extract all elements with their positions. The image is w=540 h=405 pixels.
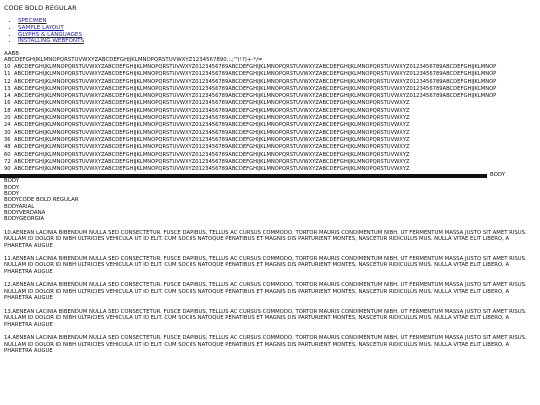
size-sample: ABCDEFGHIJKLMNOPQRSTUVWXYZABCDEFGHIJKLMNOPQRSTUVWXYZ0123456789ABCDEFGHIJKLMNOPQRSTUVWXYZABCDEFGHIJKLMNOPQRSTUVWXYZ0123456789ABCDEFGHIJKLMNOP [14,63,497,70]
black-bar [0,174,487,178]
size-sample: ABCDEFGHIJKLMNOPQRSTUVWXYZABCDEFGHIJKLMNOPQRSTUVWXYZ0123456789ABCDEFGHIJKLMNOPQRSTUVWXYZABCDEFGHIJKLMNOPQRSTUVWXYZ [14,115,410,122]
size-sample: ABCDEFGHIJKLMNOPQRSTUVWXYZABCDEFGHIJKLMNOPQRSTUVWXYZ0123456789ABCDEFGHIJKLMNOPQRSTUVWXYZABCDEFGHIJKLMNOPQRSTUVWXYZ0123456789ABCDEFGHIJKLMNOP [14,78,497,85]
size-number: 18 [4,107,11,114]
nav-link-sample-layout[interactable]: SAMPLE LAYOUT [18,24,64,31]
nav-link-specimen[interactable]: SPECIMEN [18,18,47,24]
size-sample: ABCDEFGHIJKLMNOPQRSTUVWXYZABCDEFGHIJKLMNOPQRSTUVWXYZ0123456789ABCDEFGHIJKLMNOPQRSTUVWXYZABCDEFGHIJKLMNOPQRSTUVWXYZ [14,100,410,107]
nav-link-installing-webfonts[interactable]: INSTALLING WEBFONTS [18,38,85,45]
body-line: BODYARIAL [4,203,35,210]
character-set: ABCDEFGHIJKLMNOPQRSTUVWXYZABCDEFGHIJKLMNOPQRSTUVWXYZ1234567890.:,;'"(!?)+-*/= [4,57,263,64]
aabb-sample: AABB [4,51,19,58]
nav-item-specimen [18,18,540,25]
size-row [4,64,540,71]
body-line: BODYGEORGIA [4,216,45,223]
size-sample: ABCDEFGHIJKLMNOPQRSTUVWXYZABCDEFGHIJKLMNOPQRSTUVWXYZ0123456789ABCDEFGHIJKLMNOPQRSTUVWXYZABCDEFGHIJKLMNOPQRSTUVWXYZ0123456789ABCDEFGHIJKLMNOP [14,85,497,92]
size-row [4,137,540,144]
size-row [4,108,540,115]
page-title: CODE BOLD REGULAR [4,4,77,12]
specimen-nav [4,18,540,45]
body-line: BODY [4,184,19,191]
size-sample: ABCDEFGHIJKLMNOPQRSTUVWXYZABCDEFGHIJKLMNOPQRSTUVWXYZ0123456789ABCDEFGHIJKLMNOPQRSTUVWXYZABCDEFGHIJKLMNOPQRSTUVWXYZ [14,151,410,158]
body-line: BODYVERDANA [4,209,46,216]
size-sample: ABCDEFGHIJKLMNOPQRSTUVWXYZABCDEFGHIJKLMNOPQRSTUVWXYZ0123456789ABCDEFGHIJKLMNOPQRSTUVWXYZABCDEFGHIJKLMNOPQRSTUVWXYZ [14,122,410,129]
size-sample: ABCDEFGHIJKLMNOPQRSTUVWXYZABCDEFGHIJKLMNOPQRSTUVWXYZ0123456789ABCDEFGHIJKLMNOPQRSTUVWXYZABCDEFGHIJKLMNOPQRSTUVWXYZ [14,144,410,151]
body-line: BODY [4,191,19,198]
size-row [4,115,540,122]
size-row [4,71,540,78]
paragraph-sample: 10.AENEAN LACINIA BIBENDUM NULLA SED CONSECTETUR. FUSCE DAPIBUS, TELLUS AC CURSUS COMMODO, TORTOR MAURIS CONDIMENTUM NIBH, UT FERMENTUM MASSA JUSTO SIT AMET RISUS. NULLAM ID DOLOR ID NIBH ULTRICIES VEHICULA UT ID ELIT. CUM SOCIIS NATOQUE PENATIBUS ET MAGNIS DIS PARTURIENT MONTES, NASCETUR RIDICULUS MUS. NULLA VITAE ELIT LIBERO, A PHARETRA AUGUE [4,229,527,249]
paragraph-sample: 11.AENEAN LACINIA BIBENDUM NULLA SED CONSECTETUR. FUSCE DAPIBUS, TELLUS AC CURSUS COMMODO, TORTOR MAURIS CONDIMENTUM NIBH, UT FERMENTUM MASSA JUSTO SIT AMET RISUS. NULLAM ID DOLOR ID NIBH ULTRICIES VEHICULA UT ID ELIT. CUM SOCIIS NATOQUE PENATIBUS ET MAGNIS DIS PARTURIENT MONTES, NASCETUR RIDICULUS MUS. NULLA VITAE ELIT LIBERO, A PHARETRA AUGUE [4,255,527,276]
size-row [4,100,540,107]
size-number: 30 [4,129,11,136]
nav-item-installing-webfonts [18,38,540,45]
black-rule [4,174,540,178]
nav-link-glyphs-languages[interactable]: GLYPHS & LANGUAGES [18,31,83,38]
specimen-page [4,4,540,361]
size-waterfall [4,64,540,173]
size-row [4,122,540,129]
size-row [4,166,540,173]
paragraph-samples [4,230,540,355]
paragraph-sample: 14.AENEAN LACINIA BIBENDUM NULLA SED CONSECTETUR. FUSCE DAPIBUS, TELLUS AC CURSUS COMMODO, TORTOR MAURIS CONDIMENTUM NIBH, UT FERMENTUM MASSA JUSTO SIT AMET RISUS. NULLAM ID DOLOR ID NIBH ULTRICIES VEHICULA UT ID ELIT. CUM SOCIIS NATOQUE PENATIBUS ET MAGNIS DIS PARTURIENT MONTES, NASCETUR RIDICULUS MUS. NULLA VITAE ELIT LIBERO, A PHARETRA AUGUE [4,335,527,355]
size-sample: ABCDEFGHIJKLMNOPQRSTUVWXYZABCDEFGHIJKLMNOPQRSTUVWXYZ0123456789ABCDEFGHIJKLMNOPQRSTUVWXYZABCDEFGHIJKLMNOPQRSTUVWXYZ [14,129,410,136]
size-number: 16 [4,100,11,107]
size-number: 24 [4,122,11,129]
size-number: 36 [4,136,11,143]
size-number: 13 [4,85,11,92]
size-sample: ABCDEFGHIJKLMNOPQRSTUVWXYZABCDEFGHIJKLMNOPQRSTUVWXYZ0123456789ABCDEFGHIJKLMNOPQRSTUVWXYZABCDEFGHIJKLMNOPQRSTUVWXYZ0123456789ABCDEFGHIJKLMNOP [14,71,497,78]
size-sample: ABCDEFGHIJKLMNOPQRSTUVWXYZABCDEFGHIJKLMNOPQRSTUVWXYZ0123456789ABCDEFGHIJKLMNOPQRSTUVWXYZABCDEFGHIJKLMNOPQRSTUVWXYZ [14,136,410,143]
size-number: 48 [4,144,11,151]
size-number: 10 [4,63,11,70]
size-row [4,79,540,86]
size-number: 11 [4,71,11,78]
nav-item-glyphs-languages [18,32,540,39]
size-row [4,93,540,100]
paragraph-sample: 12.AENEAN LACINIA BIBENDUM NULLA SED CONSECTETUR. FUSCE DAPIBUS, TELLUS AC CURSUS COMMODO, TORTOR MAURIS CONDIMENTUM NIBH, UT FERMENTUM MASSA JUSTO SIT AMET RISUS. NULLAM ID DOLOR ID NIBH ULTRICIES VEHICULA UT ID ELIT. CUM SOCIIS NATOQUE PENATIBUS ET MAGNIS DIS PARTURIENT MONTES, NASCETUR RIDICULUS MUS. NULLA VITAE ELIT LIBERO, A PHARETRA AUGUE [4,282,527,302]
size-sample: ABCDEFGHIJKLMNOPQRSTUVWXYZABCDEFGHIJKLMNOPQRSTUVWXYZ0123456789ABCDEFGHIJKLMNOPQRSTUVWXYZABCDEFGHIJKLMNOPQRSTUVWXYZ [14,107,410,114]
size-row [4,159,540,166]
size-number: 14 [4,93,11,100]
paragraph-sample: 13.AENEAN LACINIA BIBENDUM NULLA SED CONSECTETUR. FUSCE DAPIBUS, TELLUS AC CURSUS COMMODO, TORTOR MAURIS CONDIMENTUM NIBH, UT FERMENTUM MASSA JUSTO SIT AMET RISUS. NULLAM ID DOLOR ID NIBH ULTRICIES VEHICULA UT ID ELIT. CUM SOCIIS NATOQUE PENATIBUS ET MAGNIS DIS PARTURIENT MONTES, NASCETUR RIDICULUS MUS. NULLA VITAE ELIT LIBERO, A PHARETRA AUGUE [4,308,527,328]
body-line: BODY [4,178,19,185]
size-sample: ABCDEFGHIJKLMNOPQRSTUVWXYZABCDEFGHIJKLMNOPQRSTUVWXYZ0123456789ABCDEFGHIJKLMNOPQRSTUVWXYZABCDEFGHIJKLMNOPQRSTUVWXYZ [14,158,410,165]
size-row [4,152,540,159]
size-row [4,86,540,93]
size-sample: ABCDEFGHIJKLMNOPQRSTUVWXYZABCDEFGHIJKLMNOPQRSTUVWXYZ0123456789ABCDEFGHIJKLMNOPQRSTUVWXYZABCDEFGHIJKLMNOPQRSTUVWXYZ0123456789ABCDEFGHIJKLMNOP [14,93,497,100]
size-number: 72 [4,158,11,165]
size-number: 20 [4,115,11,122]
bar-body-label: BODY [490,172,505,179]
nav-item-sample-layout [18,25,540,32]
body-font-list [4,178,540,222]
size-number: 60 [4,151,11,158]
size-sample: ABCDEFGHIJKLMNOPQRSTUVWXYZABCDEFGHIJKLMNOPQRSTUVWXYZ0123456789ABCDEFGHIJKLMNOPQRSTUVWXYZABCDEFGHIJKLMNOPQRSTUVWXYZ [14,166,410,173]
body-line: BODYCODE BOLD REGULAR [4,197,79,204]
size-number: 90 [4,166,11,173]
size-number: 12 [4,78,11,85]
size-row [4,144,540,151]
size-row [4,130,540,137]
